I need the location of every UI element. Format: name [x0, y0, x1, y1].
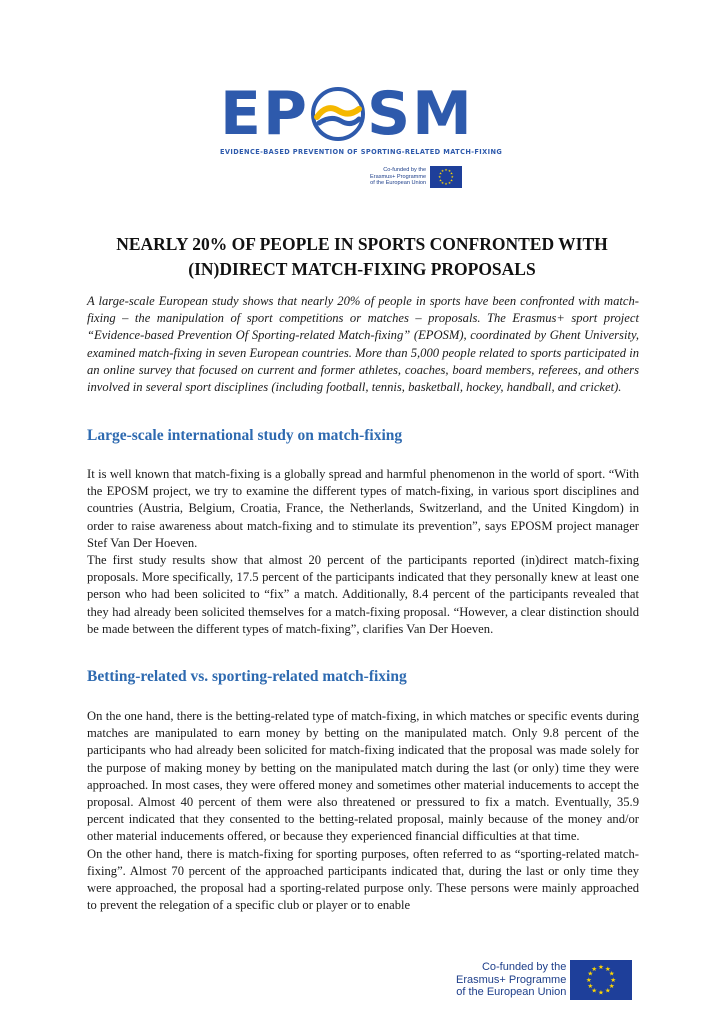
section-body-1	[87, 466, 639, 638]
svg-text:★: ★	[448, 181, 452, 185]
section1-paragraph-1: It is well known that match-fixing is a globally spread and harmful phenomenon in the world of sport. “With the EPOSM project, we try to examine the different types of match-fixing, in various sport disciplines and countries (Austria, Belgium, Croatia, France, the Netherlands, Switzerland, and the United Kingdom) in order to raise awareness about match-fixing and to stimulate its prevention”, says EPOSM project manager Stef Van Der Hoeven.	[87, 467, 639, 550]
title-line-2: (IN)DIRECT MATCH-FIXING PROPOSALS	[188, 259, 536, 279]
svg-text:★: ★	[586, 976, 593, 984]
eu-line-3: of the European Union	[456, 986, 567, 999]
svg-text:★: ★	[587, 982, 594, 990]
eu-line-1: Co-funded by the	[481, 961, 567, 974]
logo-letters-right: SM	[366, 79, 474, 149]
svg-text:★: ★	[450, 178, 454, 183]
svg-text:★: ★	[450, 175, 454, 179]
eu-flag-icon	[430, 166, 462, 188]
eposm-logo	[220, 79, 510, 162]
section-body-2	[87, 708, 639, 914]
svg-text:★: ★	[441, 181, 445, 185]
svg-text:★: ★	[610, 976, 617, 984]
svg-text:★: ★	[441, 169, 445, 173]
svg-text:★: ★	[450, 171, 454, 176]
svg-text:★: ★	[444, 168, 448, 172]
svg-text:★: ★	[448, 169, 452, 173]
svg-text:★: ★	[609, 969, 615, 978]
section2-paragraph-2: On the other hand, there is match-fixing for sporting purposes, often referred to as “sporting-related match-fixing”. Almost 70 percent of the approached participants indicated that, during the last or only time they were approached, the proposal had a sporting-related purpose only. These persons were mainly approached to prevent the relegation of a specific club or player or to enable	[87, 846, 639, 913]
svg-text:★: ★	[439, 178, 443, 183]
page-title	[60, 232, 664, 282]
handshake-globe-icon	[311, 87, 365, 141]
svg-text:★: ★	[605, 965, 612, 973]
eu-line-2: Erasmus+ Programme	[370, 173, 427, 180]
eu-line-3: of the European Union	[370, 180, 427, 187]
svg-text:★: ★	[591, 986, 598, 995]
eu-badge-text	[456, 961, 566, 999]
logo-letters-left: EP	[220, 79, 309, 149]
section-heading-1: Large-scale international study on match-fixing	[87, 427, 403, 444]
svg-text:★: ★	[605, 986, 612, 995]
svg-text:★: ★	[587, 969, 594, 978]
eu-line-2: Erasmus+ Programme	[456, 973, 567, 986]
logo-subtitle: EVIDENCE-BASED PREVENTION OF SPORTING-RELATED MATCH-FIXING	[220, 148, 503, 156]
eu-badge-top	[370, 166, 462, 188]
eu-badge-bottom	[456, 960, 632, 1000]
svg-text:★: ★	[598, 988, 605, 997]
eu-flag-icon	[570, 960, 632, 1000]
intro-paragraph: A large-scale European study shows that nearly 20% of people in sports have been confronted with match-fixing – the manipulation of sport competitions or matches – proposals. The Erasmus+ sport project “Evidence-based Prevention Of Sporting-related Match-fixing” (EPOSM), coordinated by Ghent University, examined match-fixing in seven European countries. More than 5,000 people related to sports participated in an online survey that focused on current and former athletes, coaches, board members, referees, and others involved in several sport disciplines (including football, tennis, basketball, hockey, handball, and cricket).	[87, 294, 639, 395]
svg-text:★: ★	[598, 963, 605, 972]
svg-text:★: ★	[444, 182, 448, 186]
svg-text:★: ★	[438, 175, 442, 179]
eu-badge-text	[370, 167, 426, 186]
svg-text:★: ★	[609, 982, 615, 990]
section2-paragraph-1: On the one hand, there is the betting-related type of match-fixing, in which matches or specific events during matches are manipulated to earn money by betting on the manipulated match. Only 9.8 percent of the participants who had already been solicited for match-fixing indicated that the proposal was made solely for the purpose of making money by betting on the manipulated match during the last (or only) time they were approached. In most cases, they were offered money and sometimes other material inducements to accept the proposal. Almost 40 percent of them were also threatened or pressured to fix a match. Eventually, 35.9 percent indicated that they consented to the betting-related proposal, mainly because of the money and/or other material inducements offered, or because they experienced financial difficulties at that time.	[87, 709, 639, 844]
eu-line-1: Co-funded by the	[383, 167, 427, 174]
section-heading-2: Betting-related vs. sporting-related match-fixing	[87, 668, 407, 685]
svg-text:★: ★	[591, 965, 598, 973]
svg-text:★: ★	[439, 171, 443, 176]
title-line-1: NEARLY 20% OF PEOPLE IN SPORTS CONFRONTED WITH	[116, 234, 608, 254]
section1-paragraph-2: The first study results show that almost 20 percent of the participants reported (in)direct match-fixing proposals. More specifically, 17.5 percent of the participants indicated that they personally knew at least one person who had been solicited to “fix” a match. Additionally, 8.4 percent of the participants revealed that they had already been solicited themselves for a match-fixing proposal. “However, a clear distinction should be made between the different types of match-fixing”, clarifies Van Der Hoeven.	[87, 553, 639, 636]
logo-wordmark	[220, 79, 474, 149]
